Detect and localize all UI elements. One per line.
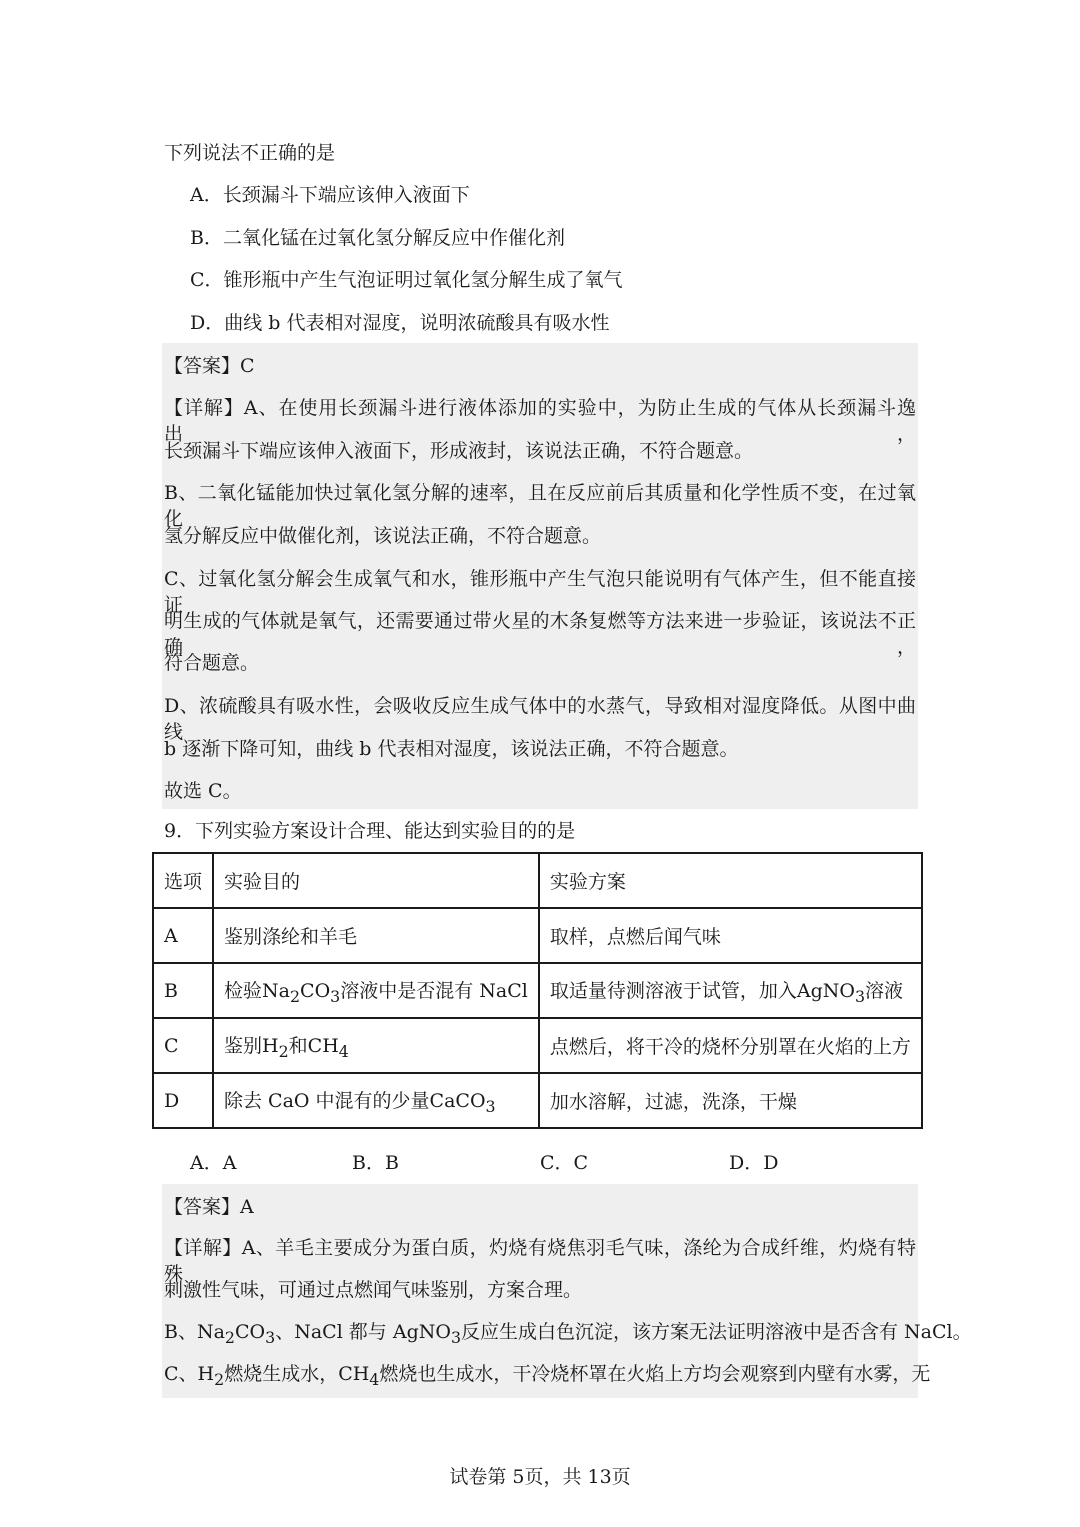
table-cell-option: D bbox=[153, 1073, 213, 1128]
table-cell-option: A bbox=[153, 908, 213, 963]
table-row bbox=[153, 1018, 922, 1073]
q8-exp-line: 符合题意。 bbox=[164, 652, 260, 674]
q8-exp-line: D、浓硫酸具有吸水性，会吸收反应生成气体中的水蒸气，导致相对湿度降低。从图中曲线 bbox=[164, 695, 916, 743]
q9-answer: 【答案】A bbox=[164, 1196, 254, 1218]
table-header-cell: 实验方案 bbox=[539, 853, 922, 908]
q8-exp-line: 明生成的气体就是氧气，还需要通过带火星的木条复燃等方法来进一步验证，该说法不正确， bbox=[164, 610, 916, 658]
table-cell-option: C bbox=[153, 1018, 213, 1073]
q9-table bbox=[152, 852, 923, 1129]
subscript: 3 bbox=[485, 1096, 496, 1116]
q9-exp-line: 刺激性气味，可通过点燃闻气味鉴别，方案合理。 bbox=[164, 1279, 583, 1301]
q9-choice-a: A．A bbox=[190, 1152, 237, 1174]
text-segment: 和CH bbox=[288, 1034, 339, 1057]
text-segment: B、Na bbox=[164, 1321, 225, 1343]
q9-exp-line-c bbox=[164, 1361, 930, 1393]
q8-exp-line: C、过氧化氢分解会生成氧气和水，锥形瓶中产生气泡只能说明有气体产生，但不能直接证 bbox=[164, 568, 916, 616]
text-segment: 溶液 bbox=[865, 979, 904, 1002]
q9-exp-line-b bbox=[164, 1319, 972, 1351]
q8-option-d: D．曲线 b 代表相对湿度，说明浓硫酸具有吸水性 bbox=[190, 312, 610, 334]
q8-option-a: A．长颈漏斗下端应该伸入液面下 bbox=[190, 184, 470, 206]
text-segment: 取适量待测溶液于试管，加入AgNO bbox=[549, 979, 855, 1002]
q8-option-b: B．二氧化锰在过氧化氢分解反应中作催化剂 bbox=[190, 227, 565, 249]
table-header-cell: 实验目的 bbox=[213, 853, 539, 908]
subscript: 3 bbox=[265, 1327, 276, 1347]
table-cell-plan: 取样，点燃后闻气味 bbox=[539, 908, 922, 963]
q8-exp-line: 长颈漏斗下端应该伸入液面下，形成液封，该说法正确，不符合题意。 bbox=[164, 440, 754, 462]
text-segment: CO bbox=[235, 1321, 266, 1343]
subscript: 4 bbox=[369, 1369, 380, 1389]
q8-exp-line: 【详解】A、在使用长颈漏斗进行液体添加的实验中，为防止生成的气体从长颈漏斗逸出， bbox=[164, 397, 916, 445]
text-segment: 燃烧也生成水，干冷烧杯罩在火焰上方均会观察到内壁有水雾，无 bbox=[379, 1363, 931, 1385]
text-segment: CO bbox=[300, 979, 331, 1002]
subscript: 2 bbox=[224, 1327, 235, 1347]
q8-answer: 【答案】C bbox=[164, 355, 255, 377]
table-cell-purpose bbox=[213, 963, 539, 1018]
q9-choice-b: B．B bbox=[352, 1152, 399, 1174]
table-row bbox=[153, 1073, 922, 1128]
text-segment: C、H bbox=[164, 1363, 215, 1385]
subscript: 4 bbox=[338, 1041, 349, 1061]
q9-exp-line: 【详解】A、羊毛主要成分为蛋白质，灼烧有烧焦羽毛气味，涤纶为合成纤维，灼烧有特殊 bbox=[164, 1237, 916, 1285]
subscript: 2 bbox=[278, 1041, 289, 1061]
table-cell-purpose bbox=[213, 1018, 539, 1073]
q8-option-c: C．锥形瓶中产生气泡证明过氧化氢分解生成了氧气 bbox=[190, 269, 623, 291]
subscript: 3 bbox=[854, 986, 866, 1006]
page-footer: 试卷第 5页，共 13页 bbox=[449, 1466, 631, 1488]
table-cell-plan: 点燃后，将干冷的烧杯分别罩在火焰的上方 bbox=[539, 1018, 922, 1073]
q9-answer-block bbox=[162, 1184, 972, 1398]
q9-stem: 9．下列实验方案设计合理、能达到实验目的的是 bbox=[164, 820, 576, 842]
q8-stem: 下列说法不正确的是 bbox=[164, 142, 336, 164]
table-row bbox=[153, 963, 922, 1018]
text-segment: 鉴别H bbox=[224, 1034, 279, 1057]
table-row bbox=[153, 908, 922, 963]
table-cell-purpose bbox=[213, 1073, 539, 1128]
q9-choice-c: C．C bbox=[540, 1152, 589, 1174]
q8-exp-line: 故选 C。 bbox=[164, 780, 242, 802]
table-header-row bbox=[153, 853, 922, 908]
table-cell-plan bbox=[539, 963, 922, 1018]
table-header-cell: 选项 bbox=[153, 853, 213, 908]
text-segment: 反应生成白色沉淀，该方案无法证明溶液中是否含有 NaCl。 bbox=[461, 1321, 972, 1343]
text-segment: 检验Na bbox=[224, 979, 290, 1002]
text-segment: 燃烧生成水，CH bbox=[224, 1363, 370, 1385]
q8-answer-block bbox=[162, 343, 918, 809]
q9-choice-d: D．D bbox=[729, 1152, 779, 1174]
subscript: 3 bbox=[450, 1327, 462, 1347]
subscript: 2 bbox=[214, 1369, 225, 1389]
text-segment: 、NaCl 都与 AgNO bbox=[275, 1321, 451, 1343]
q8-exp-line: B、二氧化锰能加快过氧化氢分解的速率，且在反应前后其质量和化学性质不变，在过氧化 bbox=[164, 482, 916, 530]
subscript: 3 bbox=[330, 986, 341, 1006]
table-cell-option: B bbox=[153, 963, 213, 1018]
text-segment: 除去 CaO 中混有的少量CaCO bbox=[224, 1089, 486, 1112]
q8-exp-line: 氢分解反应中做催化剂，该说法正确，不符合题意。 bbox=[164, 525, 602, 547]
table-cell-plan: 加水溶解，过滤，洗涤，干燥 bbox=[539, 1073, 922, 1128]
text-segment: 溶液中是否混有 NaCl bbox=[340, 979, 528, 1002]
q8-exp-line: b 逐渐下降可知，曲线 b 代表相对湿度，该说法正确，不符合题意。 bbox=[164, 738, 739, 760]
table-cell-purpose: 鉴别涤纶和羊毛 bbox=[213, 908, 539, 963]
subscript: 2 bbox=[289, 986, 301, 1006]
